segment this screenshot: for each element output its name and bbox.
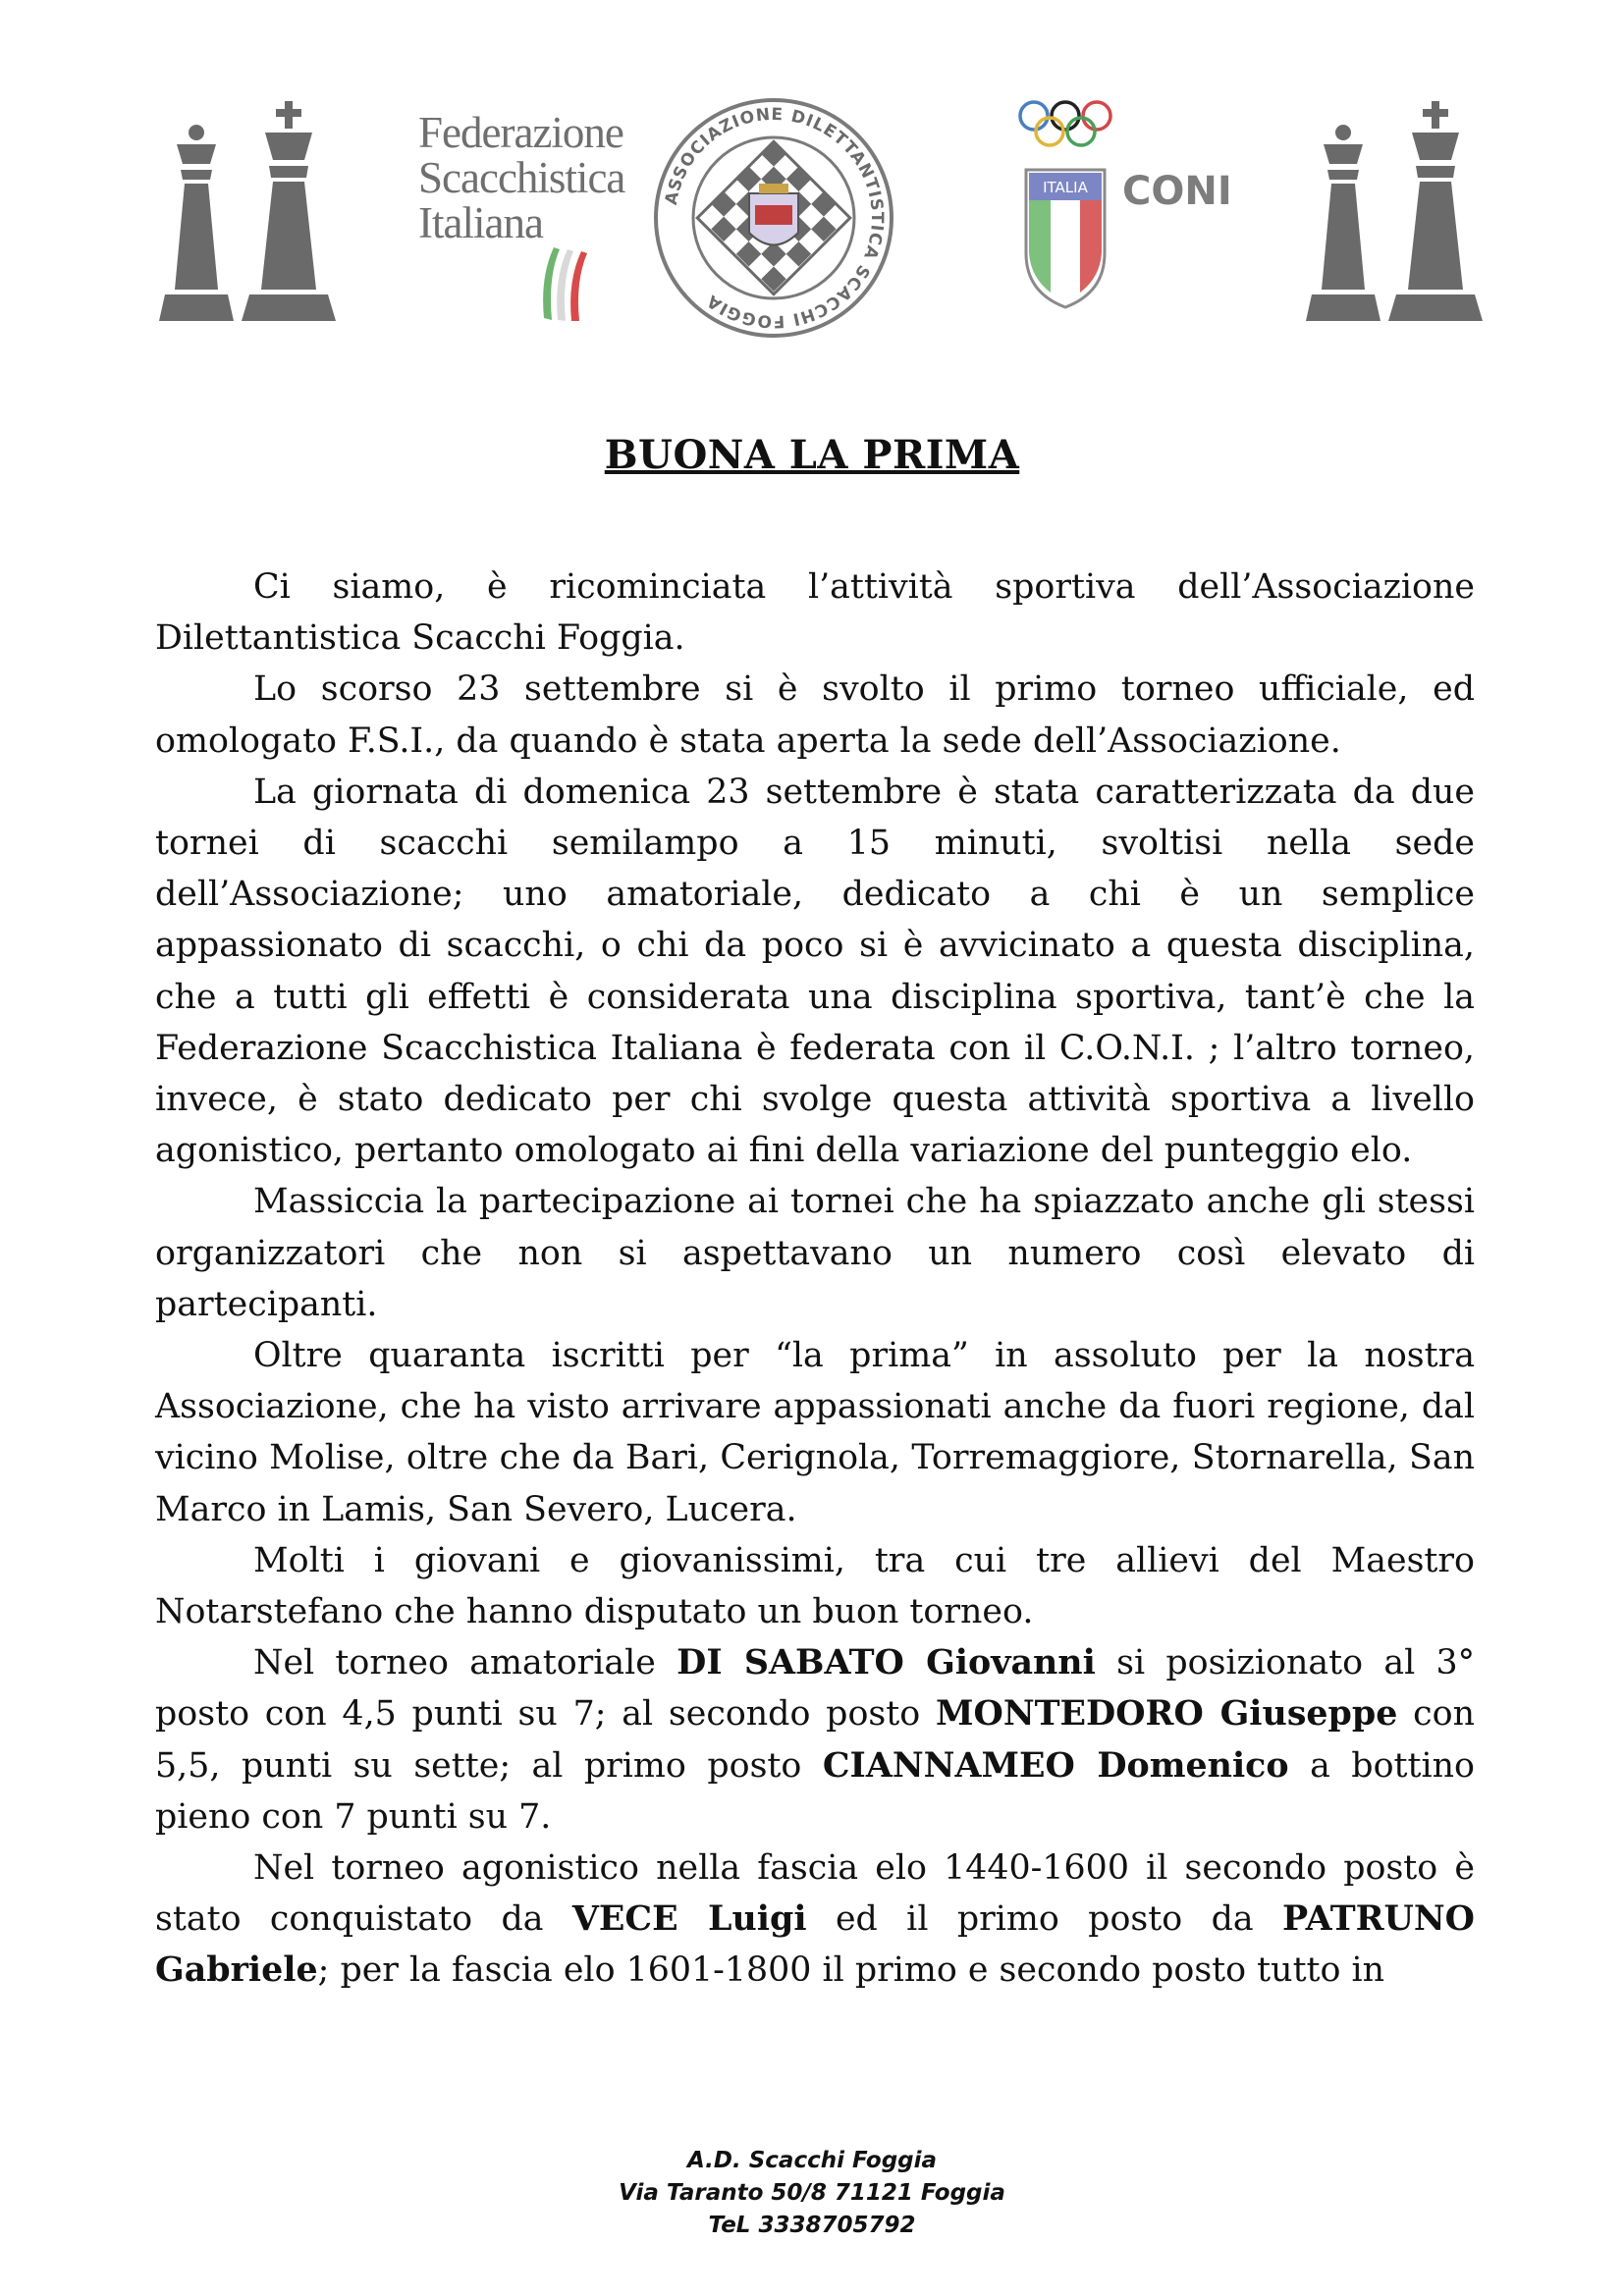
text-run: a bottino pieno con 7 punti su 7. [155, 1745, 1475, 1837]
player-name: VECE Luigi [571, 1898, 807, 1940]
player-name: MONTEDORO Giuseppe [935, 1693, 1398, 1735]
italia-shield-label: ITALIA [1043, 179, 1088, 196]
chess-pieces-left-logo [147, 93, 353, 334]
paragraph: Massiccia la partecipazione ai tornei che ha spiazzato anche gli stessi organizzatori che non si aspettavano un numero così elevato di partecipanti. [155, 1182, 1475, 1324]
fsi-logo-line: Federazione [418, 108, 623, 157]
text-run: con 5,5, punti su sette; al primo posto [155, 1694, 1475, 1786]
player-name: PATRUNO Gabriele [155, 1898, 1475, 1991]
footer-contact [0, 2145, 1624, 2242]
paragraph: Ci siamo, è ricominciata l’attività sportiva dell’Associazione Dilettantistica Scacchi Foggia. [155, 567, 1475, 659]
paragraph: Lo scorso 23 settembre si è svolto il primo torneo ufficiale, ed omologato F.S.I., da quando è stata aperta la sede dell’Associazione. [155, 669, 1475, 761]
document-title: BUONA LA PRIMA [604, 432, 1020, 478]
article-body [155, 561, 1475, 1997]
text-run: si posizionato al 3° posto con 4,5 punti su 7; al secondo posto [155, 1643, 1476, 1735]
text-run: ; per la fascia elo 1601-1800 il primo e secondo posto tutto in [317, 1950, 1385, 1991]
footer-address: Via Taranto 50/8 71121 Foggia [619, 2180, 1005, 2206]
association-seal-logo [651, 95, 896, 341]
olympic-rings-icon [1016, 98, 1114, 152]
paragraph: Oltre quaranta iscritti per “la prima” in assoluto per la nostra Associazione, che ha visto arrivare appassionati anche da fuori regione, dal vicino Molise, oltre che da Bari, Cerignola, Torremaggiore, Stornarella, San Marco in Lamis, San Severo, Lucera. [155, 1336, 1475, 1529]
coni-label: CONI [1122, 169, 1232, 214]
paragraph-results-agonistic [155, 1842, 1475, 1997]
fsi-logo-line: Italiana [418, 198, 543, 247]
fsi-logo-line: Scacchistica [418, 153, 625, 202]
italian-flag-stripes-icon [536, 247, 595, 321]
footer-phone: TeL 3338705792 [708, 2213, 916, 2238]
player-name: CIANNAMEO Domenico [822, 1744, 1289, 1786]
paragraph: La giornata di domenica 23 settembre è stata caratterizzata da due tornei di scacchi semilampo a 15 minuti, svoltisi nella sede dell’Associazione; uno amatoriale, dedicato a chi è un semplice appassionato di scacchi, o chi da poco si è avvicinato a questa disciplina, che a tutti gli effetti è considerata una disciplina sportiva, tant’è che la Federazione Scacchistica Italiana è federata con il C.O.N.I. ; l’altro torneo, invece, è stato dedicato per chi svolge questa attività sportiva a livello agonistico, pertanto omologato ai fini della variazione del punteggio elo. [155, 772, 1475, 1171]
chess-pieces-right-logo [1294, 93, 1500, 334]
player-name: DI SABATO Giovanni [677, 1642, 1096, 1683]
text-run: ed il primo posto da [806, 1899, 1282, 1940]
fsi-logo [418, 108, 625, 316]
text-run: Nel torneo amatoriale [253, 1643, 677, 1683]
letterhead [0, 0, 1624, 353]
text-run: Nel torneo agonistico nella fascia elo 1440-1600 il secondo posto è stato conquistato da [155, 1848, 1475, 1940]
coni-logo [1016, 98, 1242, 324]
paragraph: Molti i giovani e giovanissimi, tra cui tre allievi del Maestro Notarstefano che hanno disputato un buon torneo. [155, 1540, 1475, 1632]
svg-text:ASSOCIAZIONE DILETTANTISTICA S: ASSOCIAZIONE DILETTANTISTICA SCACCHI FOGGIA [661, 104, 888, 332]
italia-shield-icon [1021, 165, 1110, 312]
footer-org-name: A.D. Scacchi Foggia [686, 2148, 938, 2173]
paragraph-results-amateur [155, 1637, 1475, 1842]
